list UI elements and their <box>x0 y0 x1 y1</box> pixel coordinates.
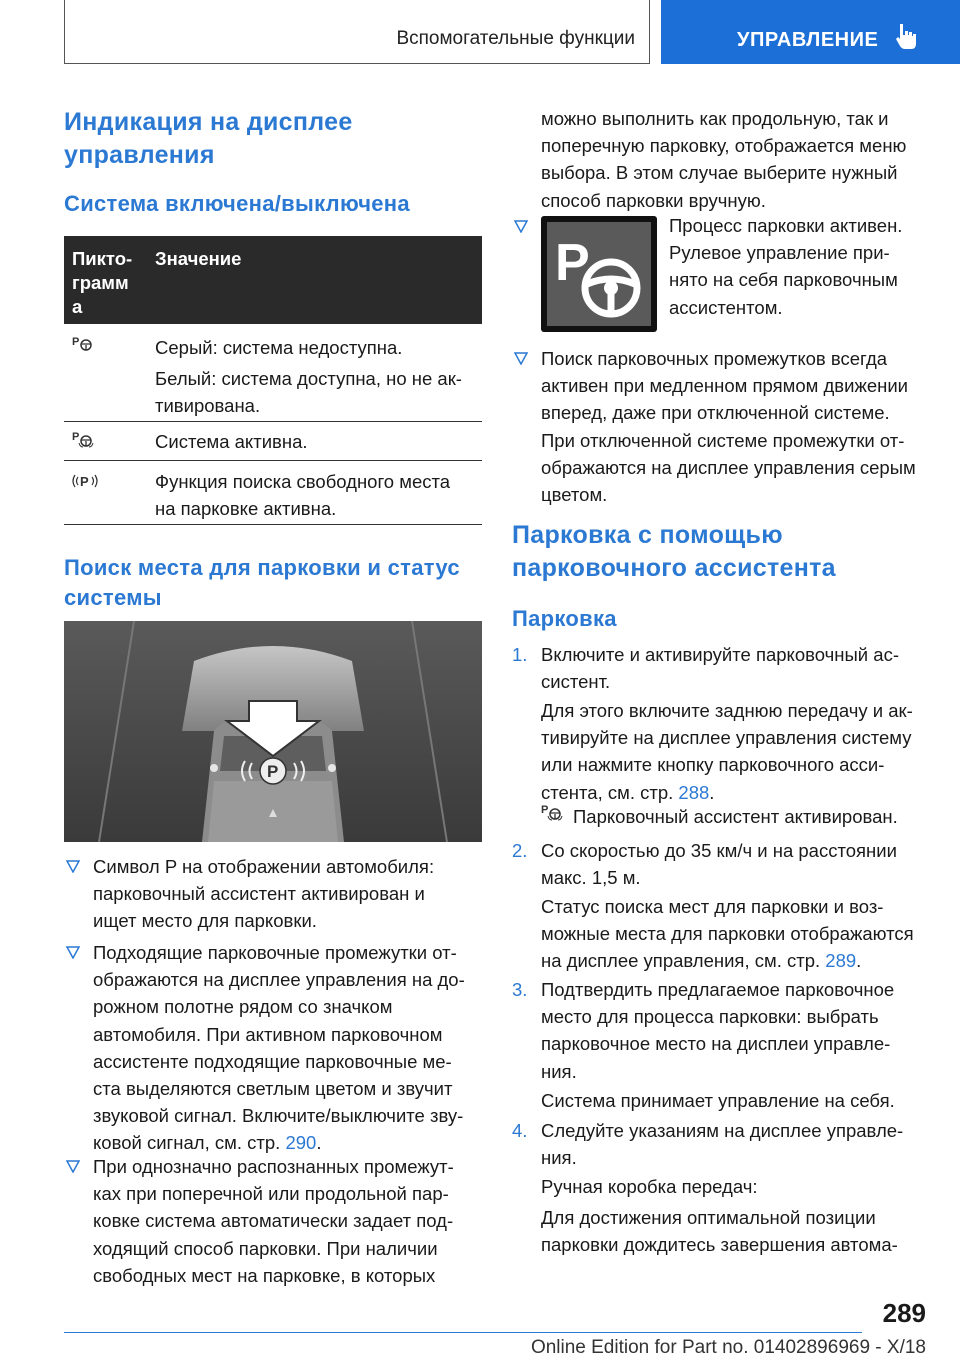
bullet-parking-active: Процесс парковки активен. Рулевое управление при- нято на себя парковочным ассистентом. <box>669 215 903 318</box>
table-divider <box>64 460 482 461</box>
step-1-number: 1. <box>512 644 528 665</box>
svg-text:P: P <box>267 762 279 781</box>
heading-display-indication: Индикация на дисплее управления <box>64 108 353 169</box>
header-section-box <box>64 0 650 64</box>
table-divider <box>64 421 482 422</box>
step-3-sub: Система принимает управление на себя. <box>541 1090 895 1111</box>
parking-steering-large-icon <box>541 216 657 332</box>
step-1-main: Включите и активируйте парковочный ас- систент. <box>541 644 899 693</box>
svg-text:P: P <box>541 804 549 816</box>
step-4-sub: Ручная коробка передач: <box>541 1176 758 1197</box>
bullet-symbol-p: Символ P на отображении автомобиля: парковочный ассистент активирован и ищет место для парковки. <box>93 856 435 932</box>
page-number: 289 <box>882 1298 926 1328</box>
footer-edition: Online Edition for Part no. 01402896969 - X/18 <box>530 1337 926 1358</box>
footer-divider <box>64 1332 862 1333</box>
bullet-triangle-icon <box>514 220 528 233</box>
header-section-title: Вспомогательные функции <box>396 28 635 49</box>
step-2-number: 2. <box>512 840 528 861</box>
table-row-1-line-2: Белый: система доступна, но не ак- тивирована. <box>155 368 462 417</box>
step-4-sub2: Для достижения оптимальной позиции парковки дождитесь завершения автома- <box>541 1207 898 1256</box>
header-chapter-label: УПРАВЛЕНИЕ <box>737 29 879 51</box>
bullet-triangle-icon <box>66 1160 80 1173</box>
parking-assistant-display-image <box>64 621 482 842</box>
svg-text:P: P <box>72 336 80 348</box>
bullet-gap-search-always: Поиск парковочных промежутков всегда активен при медленном прямом движении вперед, даже при отключенной системе. При отключенной системе промежутки от- ображаются на дисплее управления серым цветом. <box>541 348 916 506</box>
bullet-triangle-icon <box>66 946 80 959</box>
step-1-sub: Для этого включите заднюю передачу и ак- тивируйте на дисплее управления систему или нажмите кнопку парковочного асси- стента, см. стр. 288. <box>541 700 913 803</box>
parking-search-waves-icon <box>70 472 100 490</box>
hand-pointer-icon <box>894 22 920 50</box>
bullet-triangle-icon <box>66 860 80 873</box>
svg-text:P: P <box>80 474 89 489</box>
step-1-note: Парковочный ассистент активирован. <box>573 806 898 827</box>
right-continuation-text: можно выполнить как продольную, так и поперечную парковку, отображается меню выбора. В этом случае выберите нужный способ парковки вручную. <box>541 108 907 211</box>
table-col-pictogram: Пикто- грамм а <box>72 248 133 317</box>
link-page-288[interactable]: 288 <box>678 781 710 803</box>
link-page-289[interactable]: 289 <box>825 950 857 972</box>
svg-text:P: P <box>555 234 590 292</box>
link-page-290[interactable]: 290 <box>285 1132 317 1154</box>
bullet-suitable-gaps: Подходящие парковочные промежутки от- ображаются на дисплее управления на до- рожном полотне рядом со значком автомобиля. При активном парковочном ассистенте подходящие парковочные ме- ста выделяются светлым цветом и звучит звуковой сигнал. Включите/выключите зву- ковой сигнал, см. стр. 290. <box>93 942 465 1154</box>
table-row-2-line-1: Система активна. <box>155 431 308 452</box>
bullet-auto-parking-mode: При однозначно распознанных промежут- ках при поперечной или продольной пар- ковке система автоматически задает под- ходящий способ парковки. При наличии свободных мест на парковке, в которых <box>93 1156 454 1286</box>
table-row-1-line-1: Серый: система недоступна. <box>155 337 403 358</box>
step-2-sub: Статус поиска мест для парковки и воз- можные места для парковки отображаются на дисплее управления, см. стр. 289. <box>541 896 914 972</box>
svg-text:P: P <box>72 431 80 443</box>
table-divider <box>64 524 482 525</box>
parking-steering-active-icon <box>541 803 565 821</box>
header-chapter-tab[interactable] <box>661 0 960 64</box>
heading-system-onoff: Система включена/выключена <box>64 191 410 216</box>
heading-parking: Парковка <box>512 606 617 631</box>
heading-parking-with-assistant: Парковка с помощью парковочного ассистента <box>512 521 836 582</box>
step-2-main: Со скоростью до 35 км/ч и на расстоянии макс. 1,5 м. <box>541 840 897 889</box>
step-3-number: 3. <box>512 979 528 1000</box>
step-4-number: 4. <box>512 1120 528 1141</box>
table-row-3-line-1: Функция поиска свободного места на парковке активна. <box>155 471 451 520</box>
table-header <box>64 236 482 324</box>
step-4-main: Следуйте указаниям на дисплее управле- ния. <box>541 1120 904 1169</box>
parking-steering-gray-icon <box>72 335 94 351</box>
heading-parking-search-status: Поиск места для парковки и статус системы <box>64 555 460 610</box>
parking-steering-active-icon <box>72 430 96 448</box>
bullet-triangle-icon <box>514 352 528 365</box>
table-col-meaning: Значение <box>155 248 242 269</box>
step-3-main: Подтвердить предлагаемое парковочное место для процесса парковки: выбрать парковочное место на дисплеи управле- ния. <box>541 979 895 1082</box>
